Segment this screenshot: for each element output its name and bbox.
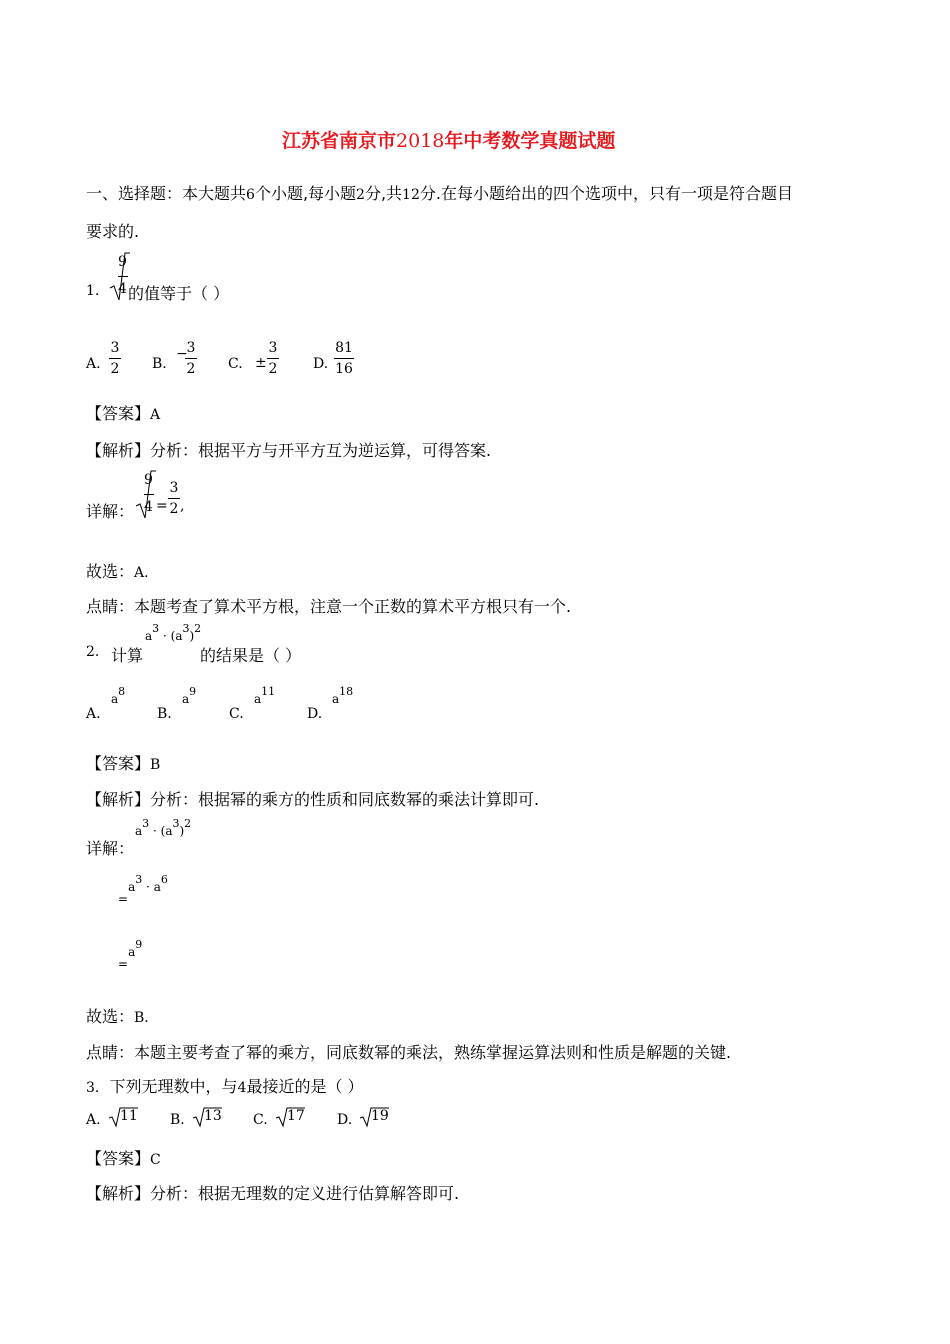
- q2-stem-a: 计算: [111, 646, 144, 665]
- q2-opt-c: C. a11: [229, 685, 276, 722]
- q1-radicand-den: 4: [118, 281, 127, 297]
- q1-detail-radicand-den: 4: [144, 499, 153, 515]
- q3-opt-d-radicand: 19: [371, 1108, 389, 1124]
- q2-opt-b: B. a9: [157, 685, 197, 722]
- q3-opt-c-label: C.: [253, 1112, 268, 1128]
- q1-opt-c-frac: 3 2: [268, 340, 278, 377]
- title-post: 年中考数学真题试题: [444, 130, 616, 152]
- q1-detail-radicand-num: 9: [144, 472, 153, 488]
- q1-opt-b-frac: 3 2: [186, 340, 196, 377]
- q3-opt-a-label: A.: [86, 1112, 101, 1128]
- section-header-line2: 要求的.: [86, 222, 140, 241]
- page-title: [282, 126, 615, 153]
- q1-detail-radicand-bar: [144, 494, 154, 495]
- q1-answer: 【答案】A: [86, 404, 161, 423]
- q3-opt-b-label: B.: [170, 1112, 185, 1128]
- q2-opt-a: A. a8: [86, 685, 126, 722]
- q1-opt-d-label: D.: [313, 356, 329, 372]
- q1-opt-a-label: A.: [86, 356, 101, 372]
- q2-detail-label: 详解：: [86, 839, 135, 858]
- q3-stem: 3. 下列无理数中，与4最接近的是（ ）: [86, 1077, 364, 1096]
- q2-step2: =a9: [118, 938, 143, 971]
- q1-detail-eq: =: [156, 498, 168, 514]
- q3-analysis: 【解析】分析：根据无理数的定义进行估算解答即可.: [86, 1184, 460, 1203]
- q3-opt-d-label: D.: [337, 1112, 353, 1128]
- q2-stem-b: 的结果是（ ）: [200, 646, 302, 665]
- q3-answer: 【答案】C: [86, 1149, 161, 1168]
- q2-expression: a3 · (a3)2: [145, 622, 202, 643]
- q2-analysis: 【解析】分析：根据幂的乘方的性质和同底数幂的乘法计算即可.: [86, 790, 540, 809]
- q1-stem: 的值等于（ ）: [128, 284, 230, 303]
- q1-analysis: 【解析】分析：根据平方与开平方互为逆运算，可得答案.: [86, 441, 492, 460]
- q1-opt-c-label: C.: [228, 356, 243, 372]
- section-header-line1: 一、选择题：本大题共6个小题,每小题2分,共12分.在每小题给出的四个选项中，只有一项是符合题目: [86, 184, 793, 203]
- q2-choose: 故选：B.: [86, 1007, 149, 1026]
- q1-opt-d-frac: 81 16: [335, 340, 353, 377]
- q3-opt-b-radicand: 13: [204, 1108, 222, 1124]
- q1-opt-c-sign: ±: [255, 355, 267, 371]
- q1-choose: 故选：A.: [86, 562, 149, 581]
- q3-opt-a-radicand: 11: [120, 1108, 138, 1124]
- q1-detail-label: 详解：: [86, 502, 135, 521]
- q1-number: 1.: [86, 283, 100, 299]
- q1-radicand-num: 9: [118, 254, 127, 270]
- q3-opt-c-radicand: 17: [287, 1108, 305, 1124]
- q1-detail-result: 3 2: [169, 480, 179, 517]
- q1-comment: 点睛：本题考查了算术平方根，注意一个正数的算术平方根只有一个.: [86, 597, 572, 616]
- q1-detail-end: ,: [180, 498, 185, 514]
- q1-opt-b-sign: −: [176, 346, 188, 362]
- q1-opt-b-label: B.: [152, 356, 167, 372]
- title-pre: 江苏省南京市: [282, 130, 397, 152]
- q2-opt-d: D. a18: [307, 685, 354, 722]
- q1-radicand-bar: [118, 276, 128, 277]
- q2-number: 2.: [86, 644, 100, 660]
- q2-step1: =a3 · a6: [118, 873, 168, 906]
- q2-comment: 点睛：本题主要考查了幂的乘方，同底数幂的乘法，熟练掌握运算法则和性质是解题的关键.: [86, 1043, 732, 1062]
- q1-opt-a-frac: 3 2: [110, 340, 120, 377]
- q2-answer: 【答案】B: [86, 754, 161, 773]
- title-year: 2018: [396, 130, 445, 152]
- q2-detail-expression: a3 · (a3)2: [135, 817, 192, 838]
